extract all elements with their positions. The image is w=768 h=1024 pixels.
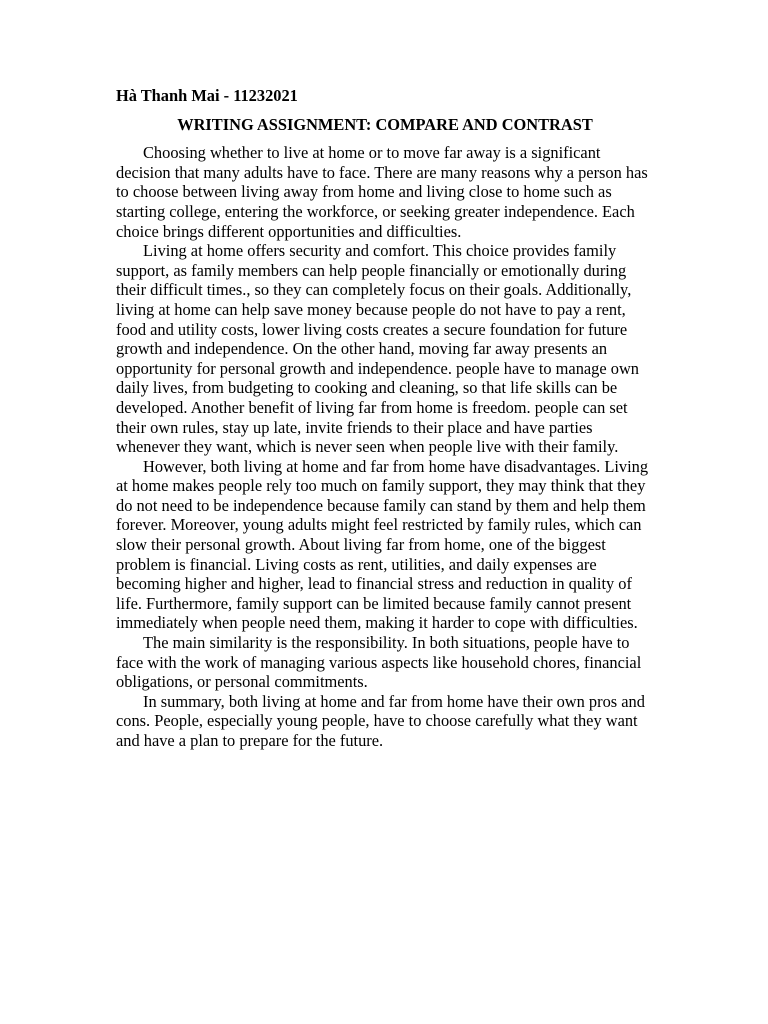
paragraph-introduction: Choosing whether to live at home or to move far away is a significant decision that many adults have to face. There are many reasons why a person has to choose between living away from home and living close to home such as starting college, entering the workforce, or seeking greater independence. Each choice brings different opportunities and difficulties. xyxy=(116,143,648,241)
paragraph-similarity: The main similarity is the responsibility. In both situations, people have to face with the work of managing various aspects like household chores, financial obligations, or personal commitments. xyxy=(116,633,642,692)
paragraph-disadvantages: However, both living at home and far from home have disadvantages. Living at home makes people rely too much on family support, they may think that they do not need to be independence because family can stand by them and help them forever. Moreover, young adults might feel restricted by family rules, which can slow their personal growth. About living far from home, one of the biggest problem is financial. Living costs as rent, utilities, and daily expenses are becoming higher and higher, lead to financial stress and reduction in quality of life. Furthermore, family support can be limited because family cannot present immediately when people need them, making it harder to cope with difficulties. xyxy=(116,456,649,633)
paragraph-conclusion: In summary, both living at home and far from home have their own pros and cons. People, especially young people, have to choose carefully what they want and have a plan to prepare for the future. xyxy=(116,691,645,750)
document-title: WRITING ASSIGNMENT: COMPARE AND CONTRAST xyxy=(177,114,593,134)
document-page xyxy=(116,86,654,751)
author-line: Hà Thanh Mai - 11232021 xyxy=(116,86,298,105)
paragraph-advantages: Living at home offers security and comfort. This choice provides family support, as family members can help people financially or emotionally during their difficult times., so they can completely focus on their goals. Additionally, living at home can help save money because people do not have to pay a rent, food and utility costs, lower living costs creates a secure foundation for future growth and independence. On the other hand, moving far away presents an opportunity for personal growth and independence. people have to manage own daily lives, from budgeting to cooking and cleaning, so that life skills can be developed. Another benefit of living far from home is freedom. people can set their own rules, stay up late, invite friends to their place and have parties whenever they want, which is never seen when people live with their family. xyxy=(116,241,639,457)
